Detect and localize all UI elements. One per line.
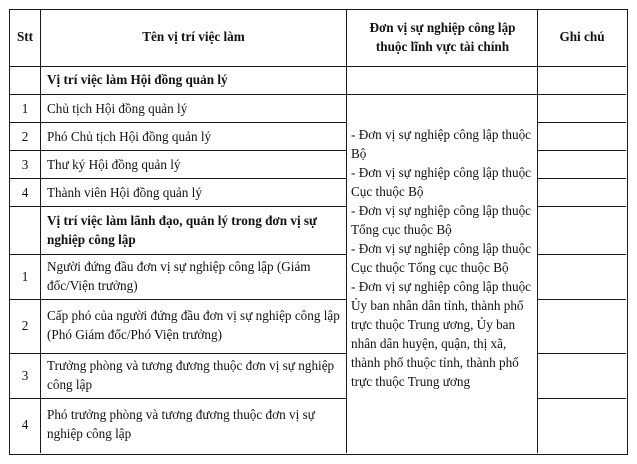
row-border <box>10 353 346 354</box>
note-row-border <box>537 206 626 207</box>
unit-item: - Đơn vị sự nghiệp công lập thuộc Ủy ban nhân dân tỉnh, thành phố trực thuộc Trung ương, Ủy ban nhân dân huyện, quận, thị xã, thành phố thuộc tỉnh, thành phố trực thuộc Trung ương <box>351 279 532 389</box>
group-title-council: Vị trí việc làm Hội đồng quản lý <box>47 72 228 87</box>
unit-list <box>351 125 535 391</box>
note-row-border <box>537 299 626 300</box>
header-stt: Stt <box>16 29 34 44</box>
row-position: Thành viên Hội đồng quản lý <box>47 185 202 200</box>
row-position: Cấp phó của người đứng đầu đơn vị sự nghiệp công lập (Phó Giám đốc/Phó Viện trưởng) <box>47 308 340 342</box>
header-unit: Đơn vị sự nghiệp công lập thuộc lĩnh vực tài chính <box>369 20 516 54</box>
header-bottom-border <box>10 66 626 67</box>
group-title-leadership: Vị trí việc làm lãnh đạo, quản lý trong đơn vị sự nghiệp công lập <box>47 213 317 247</box>
row-position: Trưởng phòng và tương đương thuộc đơn vị sự nghiệp công lập <box>47 358 335 392</box>
col-divider-unit <box>537 10 538 453</box>
note-row-border <box>537 254 626 255</box>
row-position: Phó trưởng phòng và tương đương thuộc đơn vị sự nghiệp công lập <box>47 407 315 441</box>
row-stt: 1 <box>21 101 29 116</box>
col-divider-stt <box>40 10 41 453</box>
note-row-border <box>537 122 626 123</box>
row-stt: 4 <box>21 417 29 432</box>
row-position: Người đứng đầu đơn vị sự nghiệp công lập (Giám đốc/Viện trưởng) <box>47 259 311 293</box>
row-border <box>10 178 346 179</box>
row-stt: 4 <box>21 185 29 200</box>
unit-item: - Đơn vị sự nghiệp công lập thuộc Cục thuộc Tổng cục thuộc Bộ <box>351 241 532 275</box>
note-row-border <box>537 353 626 354</box>
row-position: Chủ tịch Hội đồng quản lý <box>47 101 188 116</box>
row-stt: 3 <box>21 157 29 172</box>
row-stt: 3 <box>21 368 29 383</box>
row-border <box>10 150 346 151</box>
note-row-border <box>537 398 626 399</box>
header-position: Tên vị trí việc làm <box>142 29 245 44</box>
unit-item: - Đơn vị sự nghiệp công lập thuộc Bộ <box>351 127 532 161</box>
row-border <box>10 299 346 300</box>
unit-item: - Đơn vị sự nghiệp công lập thuộc Tổng cục thuộc Bộ <box>351 203 532 237</box>
row-position: Phó Chủ tịch Hội đồng quản lý <box>47 129 212 144</box>
unit-item: - Đơn vị sự nghiệp công lập thuộc Cục thuộc Bộ <box>351 165 532 199</box>
row-border <box>10 206 346 207</box>
position-table <box>9 9 628 455</box>
row-border <box>10 398 346 399</box>
row-border <box>10 254 346 255</box>
row-border <box>10 122 346 123</box>
note-row-border <box>537 178 626 179</box>
row-stt: 2 <box>21 318 29 333</box>
col-divider-position <box>346 10 347 453</box>
note-row-border <box>537 150 626 151</box>
row-stt: 2 <box>21 129 29 144</box>
row-stt: 1 <box>21 269 29 284</box>
row-position: Thư ký Hội đồng quản lý <box>47 157 181 172</box>
group-1-bottom-border <box>10 94 626 95</box>
header-note: Ghi chú <box>559 29 605 44</box>
